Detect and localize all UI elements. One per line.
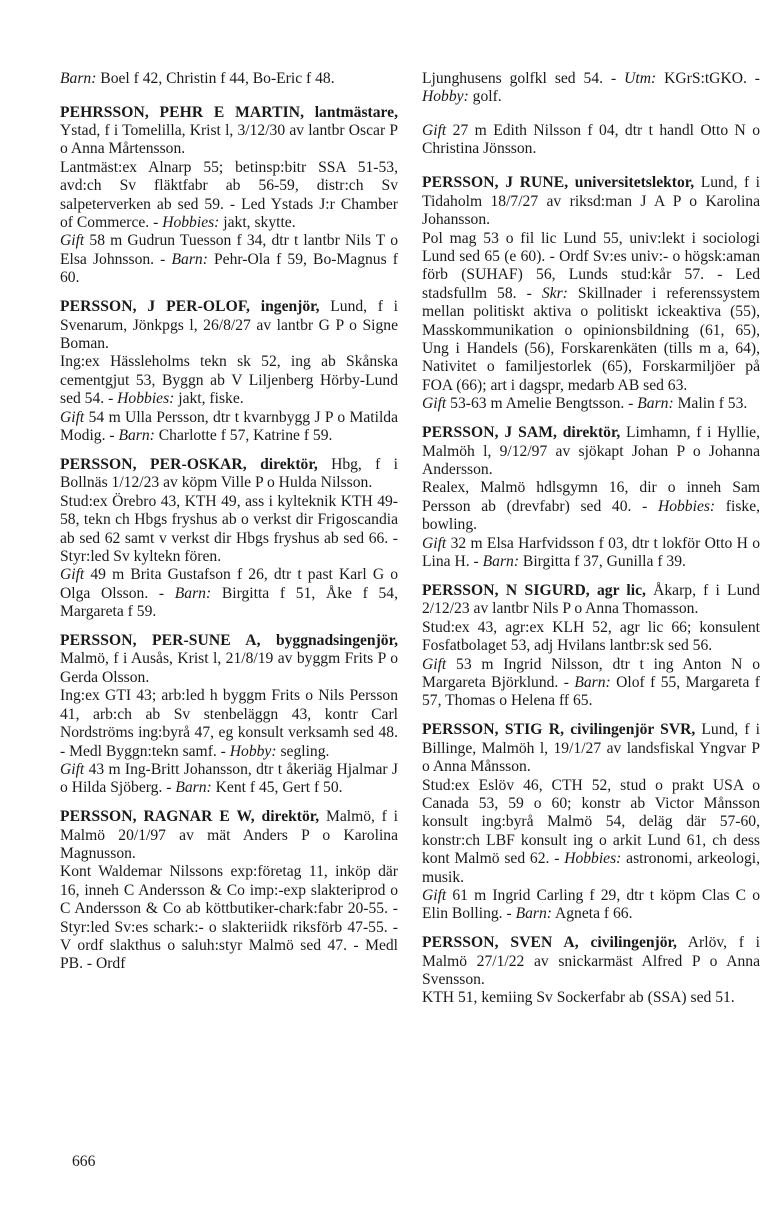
entry-name: PEHRSSON, PEHR E MARTIN, [60,103,305,121]
entry-text: Barn: Boel f 42, Christin f 44, Bo-Eric f 48. [60,69,335,87]
entry-name: PERSSON, STIG R, [422,721,565,739]
page-number: 666 [72,1153,96,1170]
biography-entry [422,174,760,413]
register-page [60,54,760,1174]
entry-text: Hbg, f i Bollnäs 1/12/23 av köpm Ville P o Hulda Nilsson. [60,455,398,492]
entry-text: Lund, f i Svenarum, Jönkpgs l, 26/8/27 av lantbr G P o Signe Boman. [60,298,398,352]
entry-profession: ingenjör, [260,298,320,316]
entry-paragraph [422,934,760,989]
entry-profession: civilingenjör SVR, [570,721,696,739]
entry-paragraph: Gift 54 m Ulla Persson, dtr t kvarnbygg J P o Matilda Modig. - Barn: Charlotte f 57, Katrine f 59. [60,408,398,444]
left-column [60,54,398,1174]
entry-paragraph [60,298,398,353]
entry-paragraph: Ing:ex GTI 43; arb:led h byggm Frits o Nils Persson 41, arb:ch ab Sv stenbeläggn 43, kontr Carl Nordströms ing:byrå 47, eg konsult verksamh sed 48. - Medl Byggn:tekn samf. - Hobby: segling. [60,687,398,760]
entry-paragraph: Kont Waldemar Nilssons exp:företag 11, inköp där 16, inneh C Andersson & Co imp:-exp slakteriprod o C Andersson & Co ab köttbutiker-chark:fabr 20-55. - Styr:led Sv:es schark:- o slakteriidk riksförb 47-55. - V ordf slakthus o saluh:styr Malmö sed 47. - Medl PB. - Ordf [60,863,398,973]
entry-paragraph [60,104,398,159]
biography-entry [422,582,760,711]
entry-name: PERSSON, PER-SUNE A, [60,632,261,650]
entry-text: Ystad, f i Tomelilla, Krist l, 3/12/30 av lantbr Oscar P o Anna Mårtensson. [60,122,398,158]
entry-profession: direktör, [260,455,318,473]
entry-paragraph: KTH 51, kemiing Sv Sockerfabr ab (SSA) sed 51. [422,989,735,1007]
entry-text: Lund, f i Tidaholm 18/7/27 av riksd:man J A P o Karolina Johansson. [422,174,761,229]
entry-text: Malmö, f i Ausås, Krist l, 21/8/19 av byggm Frits P o Gerda Olsson. [60,650,398,686]
biography-entry [60,298,398,445]
entry-name: PERSSON, RAGNAR E W, [60,808,255,826]
entry-text: Gift 27 m Edith Nilsson f 04, dtr t handl Otto N o Christina Jönsson. [422,122,760,158]
entry-text: Ljunghusens golfkl sed 54. - Utm: KGrS:tGKO. - Hobby: golf. [422,69,760,105]
entry-text: Lund, f i Billinge, Malmöh l, 19/1/27 av landsfiskal Yngvar P o Anna Månsson. [422,721,760,776]
biography-entry [60,632,398,798]
entry-name: PERSSON, J RUNE, [422,174,569,192]
entry-paragraph: Stud:ex 43, agr:ex KLH 52, agr lic 66; konsulent Fosfatbolaget 53, adj Hvilans lantbr:sk sed 56. [422,618,760,655]
entry-name: PERSSON, J SAM, [422,424,558,442]
entry-text: Malmö, f i Malmö 20/1/97 av mät Anders P o Karolina Magnusson. [60,808,398,863]
entry-paragraph: Ing:ex Hässleholms tekn sk 52, ing ab Skånska cementgjut 53, Byggn ab V Liljenberg Hörby-Lund sed 54. - Hobbies: jakt, fiske. [60,353,398,408]
entry-paragraph [422,582,760,619]
entry-paragraph: Gift 53-63 m Amelie Bengtsson. - Barn: Malin f 53. [422,395,748,413]
entry-profession: direktör, [562,424,621,442]
right-column [422,54,760,1174]
entry-paragraph: Gift 32 m Elsa Harfvidsson f 03, dtr t lokför Otto H o Lina H. - Barn: Birgitta f 37, Gunilla f 39. [422,534,760,571]
entry-paragraph: Lantmäst:ex Alnarp 55; betinsp:bitr SSA 51-53, avd:ch Sv fläktfabr ab 56-59, distr:ch Sv salpeterverken ab sed 59. - Led Ystads J:r Chamber of Commerce. - Hobbies: jakt, skytte. [60,158,398,232]
entry-paragraph: Stud:ex Örebro 43, KTH 49, ass i kylteknik KTH 49-58, tekn ch Hbgs fryshus ab o verkst dir Frigoscandia ab sed 62 samt v verkst dir Hbgs fryshus ab sed 66. - Styr:led Sv kyltekn fören. [60,492,398,565]
entry-name: PERSSON, N SIGURD, [422,581,590,599]
entry-profession: civilingenjör, [590,934,677,952]
entry-profession: universitetslektor, [574,174,695,192]
entry-text: Arlöv, f i Malmö 27/1/22 av snickarmäst Alfred P o Anna Svensson. [422,934,760,989]
entry-profession: byggnadsingenjör, [275,632,398,650]
entry-name: PERSSON, J PER-OLOF, [60,298,251,316]
entry-profession: agr lic, [597,581,646,599]
entry-paragraph: Pol mag 53 o fil lic Lund 55, univ:lekt i sociologi Lund sed 65 (e 60). - Ordf Sv:es univ:- o högsk:aman förb (SUHAF) 56, Lunds stud:kår 57. - Led stadsfullm 58. - Skr: Skillnader i referenssystem mellan politiskt aktiva o politiskt ickeaktiva (55), Masskommunikation o opinionsbildning (61, 65), Ung i Handels (56), Forskarenkäten (tills m a, 64), Nativitet o familjestorlek (65), Forskarmiljöer på FOA (66); art i dagspr, medarb AB sed 63. [422,229,760,394]
entry-paragraph: Gift 61 m Ingrid Carling f 29, dtr t köpm Clas C o Elin Bolling. - Barn: Agneta f 66. [422,886,760,923]
entry-paragraph [422,721,760,776]
entry-paragraph: Gift 49 m Brita Gustafson f 26, dtr t past Karl G o Olga Olsson. - Barn: Birgitta f 51, Åke f 54, Margareta f 59. [60,566,398,621]
biography-entry [422,934,760,1008]
entry-paragraph: Gift 58 m Gudrun Tuesson f 34, dtr t lantbr Nils T o Elsa Johnsson. - Barn: Pehr-Ola f 59, Bo-Magnus f 60. [60,232,398,287]
entry-paragraph: Realex, Malmö hdlsgymn 16, dir o inneh Sam Persson ab (drevfabr) sed 40. - Hobbies: fiske, bowling. [422,479,761,534]
biography-entry [422,721,760,923]
entry-profession: direktör, [261,808,320,826]
entry-profession: lantmästare, [314,103,398,121]
biography-entry [60,456,398,622]
entry-paragraph [60,632,398,687]
biography-entry [60,808,398,974]
entry-paragraph: Stud:ex Eslöv 46, CTH 52, stud o prakt USA o Canada 53, 59 o 60; konstr ab Victor Månsson konsult ing:byrå Malmö 54, deläg där 57-60, konstr:ch LBF konsult ing o arkit Lund 61, ch dess kont Malmö sed 62. - Hobbies: astronomi, arkeologi, musik. [422,776,760,886]
entry-continuation [422,70,760,159]
entry-name: PERSSON, SVEN A, [422,934,579,952]
entry-name: PERSSON, PER-OSKAR, [60,455,247,473]
entry-continuation [60,70,398,88]
entry-paragraph [422,424,760,479]
entry-paragraph: Gift 43 m Ing-Britt Johansson, dtr t åkeriäg Hjalmar J o Hilda Sjöberg. - Barn: Kent f 45, Gert f 50. [60,760,398,797]
entry-paragraph: Gift 53 m Ingrid Nilsson, dtr t ing Anton N o Margareta Björklund. - Barn: Olof f 55, Margareta f 57, Thomas o Helena ff 65. [422,655,760,710]
entry-text: Limhamn, f i Hyllie, Malmöh l, 9/12/97 av sjökapt Johan P o Johanna Andersson. [422,424,760,478]
entry-paragraph [60,456,398,493]
biography-entry [422,424,760,571]
entry-text: Åkarp, f i Lund 2/12/23 av lantbr Nils P o Anna Thomasson. [422,581,760,618]
entry-paragraph [60,808,398,863]
entry-paragraph [422,174,760,229]
biography-entry [60,104,398,288]
